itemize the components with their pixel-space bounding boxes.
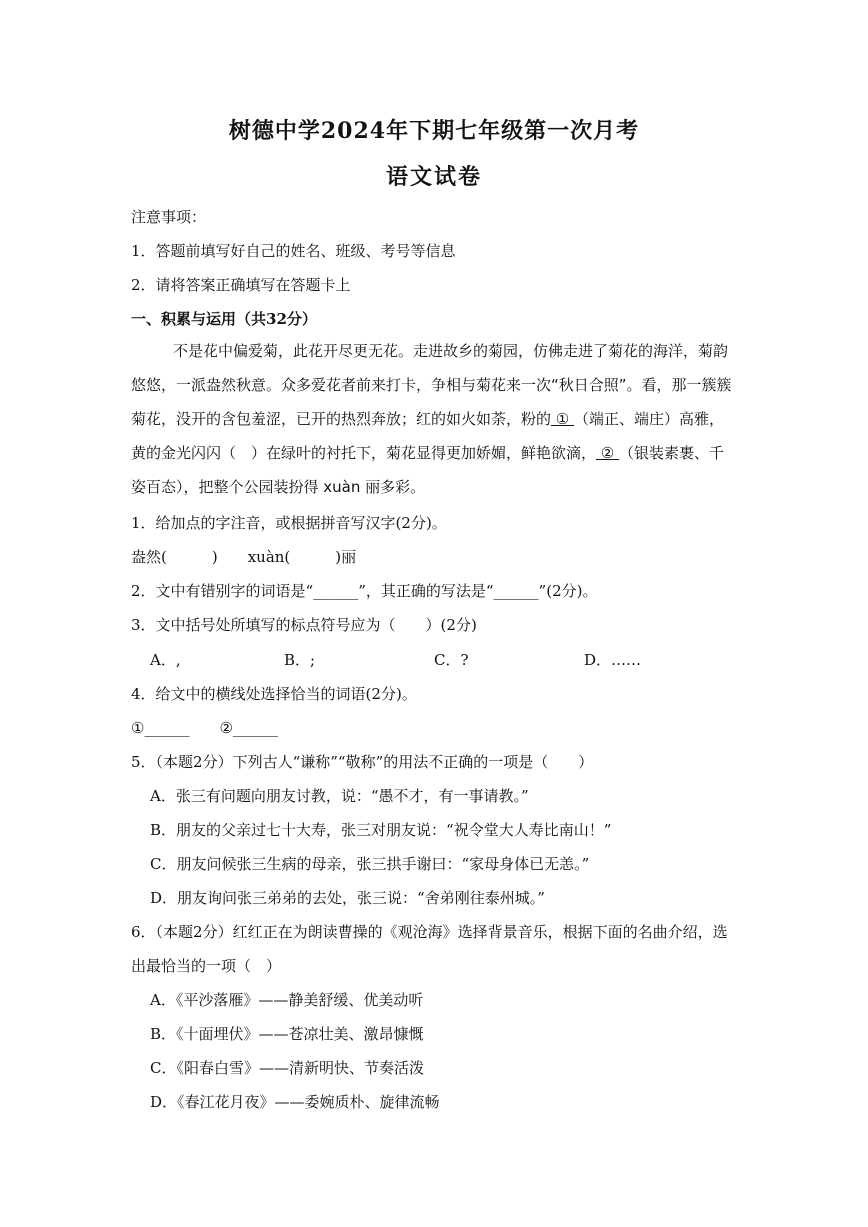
question-1: 1．给加点的字注音，或根据拼音写汉字(2分)。	[131, 514, 447, 532]
notice-item-1: 1．答题前填写好自己的姓名、班级、考号等信息	[131, 242, 456, 260]
q3-option-a: A．,	[150, 651, 181, 669]
blank-marker-1: ①	[555, 410, 570, 428]
section-heading: 一、积累与运用（共32分）	[131, 310, 317, 328]
notice-item-2: 2．请将答案正确填写在答题卡上	[131, 276, 351, 294]
passage-text: （银装素裹、千	[619, 444, 725, 462]
question-6-line-1: 6．（本题2分）红红正在为朗读曹操的《观沧海》选择背景音乐，根据下面的名曲介绍，选	[131, 923, 728, 941]
q3-option-d: D．……	[584, 651, 642, 669]
exam-title: 树德中学2024年下期七年级第一次月考	[228, 118, 640, 144]
q3-option-c: C．?	[434, 651, 469, 669]
passage-line-1: 不是花中偏爱菊，此花开尽更无花。走进故乡的菊园，仿佛走进了菊花的海洋，菊韵	[173, 342, 729, 360]
notice-heading: 注意事项：	[131, 208, 207, 226]
q6-option-b: B．《十面埋伏》——苍凉壮美、激昂慷慨	[150, 1025, 424, 1043]
q5-option-b: B．朋友的父亲过七十大寿，张三对朋友说：“祝令堂大人寿比南山！”	[150, 821, 612, 839]
q5-option-d: D．朋友询问张三弟弟的去处，张三说：“舍弟刚往泰州城。”	[150, 889, 545, 907]
question-1-fill: 盎然( ) xuàn( )丽	[131, 548, 357, 566]
q6-option-c: C．《阳春白雪》——清新明快、节奏活泼	[150, 1059, 424, 1077]
passage-line-4	[131, 436, 737, 470]
reading-passage	[131, 334, 737, 504]
passage-line-2: 悠悠，一派盎然秋意。众多爱花者前来打卡，争相与菊花来一次“秋日合照”。看，那一簇簇	[131, 376, 732, 394]
passage-line-5: 姿百态），把整个公园装扮得 xuàn 丽多彩。	[131, 478, 426, 496]
passage-text: 菊花，没开的含包羞涩，已开的热烈奔放；红的如火如荼，粉的	[131, 410, 552, 428]
blank-marker-2: ②	[600, 444, 615, 462]
q3-option-b: B．;	[284, 651, 316, 669]
q6-option-a: A．《平沙落雁》——静美舒缓、优美动听	[150, 991, 424, 1009]
q6-option-d: D．《春江花月夜》——委婉质朴、旋律流畅	[150, 1093, 440, 1111]
question-4: 4．给文中的横线处选择恰当的词语(2分)。	[131, 685, 417, 703]
question-4-fill: ①______ ②______	[131, 719, 278, 737]
question-6-line-2: 出最恰当的一项（ ）	[131, 957, 282, 975]
q5-option-c: C．朋友问候张三生病的母亲，张三拱手谢曰：“家母身体已无恙。”	[150, 855, 590, 873]
passage-text: 黄的金光闪闪（ ）在绿叶的衬托下，菊花显得更加娇媚，鲜艳欲滴，	[131, 444, 597, 462]
question-5: 5．（本题2分）下列古人“谦称”“敬称”的用法不正确的一项是（ ）	[131, 753, 594, 771]
passage-text: （端正、端庄）高雅，	[574, 410, 725, 428]
passage-line-3	[131, 402, 737, 436]
question-3: 3．文中括号处所填写的标点符号应为（ ）(2分)	[131, 616, 477, 634]
question-2: 2．文中有错别字的词语是“______”，其正确的写法是“______”(2分)。	[131, 582, 598, 600]
q5-option-a: A．张三有问题向朋友讨教，说：“愚不才，有一事请教。”	[150, 787, 529, 805]
exam-subtitle: 语文试卷	[385, 164, 482, 190]
